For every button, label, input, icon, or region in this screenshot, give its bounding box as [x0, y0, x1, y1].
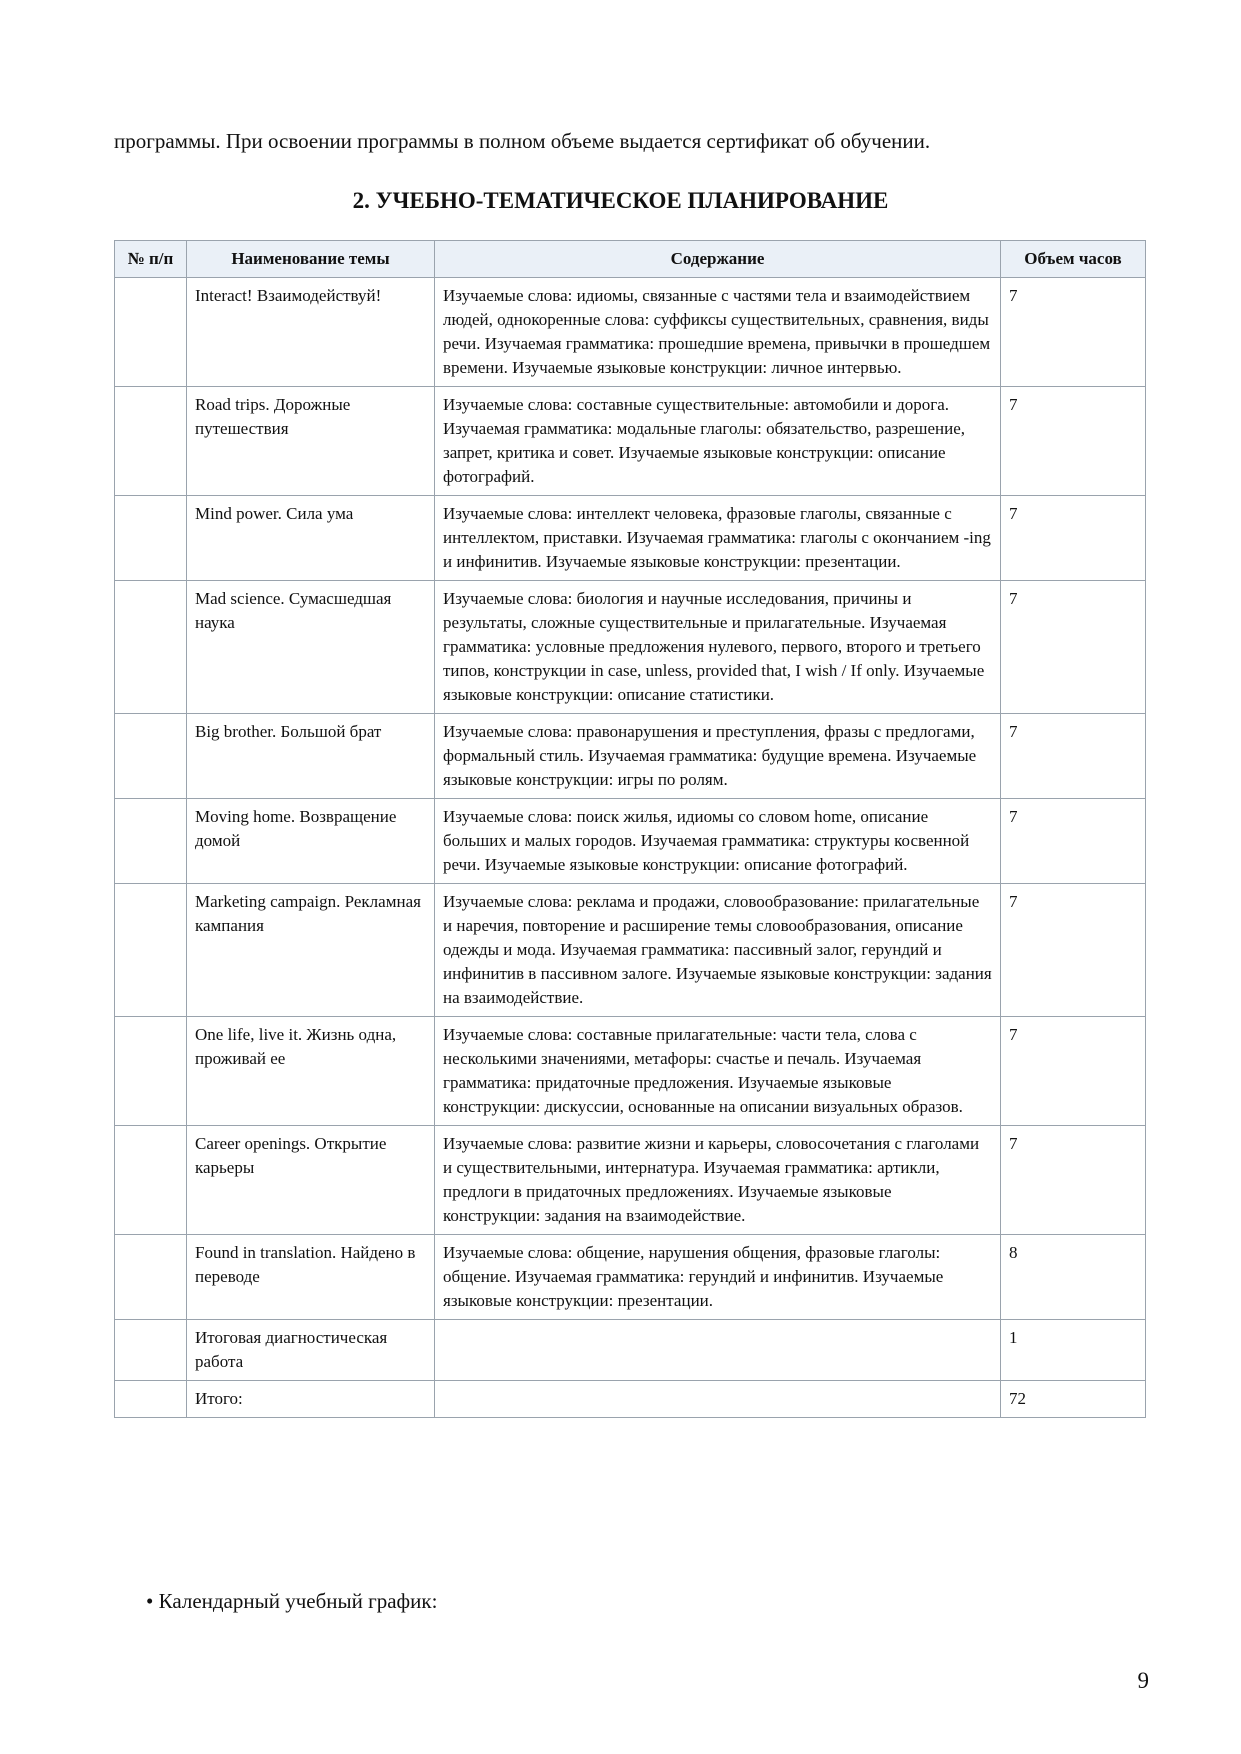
row-hours: 8	[1001, 1235, 1146, 1320]
row-hours: 7	[1001, 799, 1146, 884]
row-hours: 7	[1001, 278, 1146, 387]
table-row	[115, 884, 1146, 1017]
row-hours: 7	[1001, 714, 1146, 799]
row-topic: Found in translation. Найдено в переводе	[187, 1235, 435, 1320]
row-content	[435, 1381, 1001, 1418]
row-number	[115, 387, 187, 496]
table-row	[115, 799, 1146, 884]
row-topic: Итоговая диагностическая работа	[187, 1320, 435, 1381]
row-number	[115, 1320, 187, 1381]
table-row	[115, 1320, 1146, 1381]
row-hours: 7	[1001, 1126, 1146, 1235]
table-row	[115, 278, 1146, 387]
row-content: Изучаемые слова: общение, нарушения общения, фразовые глаголы: общение. Изучаемая грамматика: герундий и инфинитив. Изучаемые языковые конструкции: презентации.	[435, 1235, 1001, 1320]
table-row	[115, 1017, 1146, 1126]
table-header-row	[115, 241, 1146, 278]
section-title: 2. УЧЕБНО-ТЕМАТИЧЕСКОЕ ПЛАНИРОВАНИЕ	[352, 188, 889, 213]
row-number	[115, 278, 187, 387]
row-content: Изучаемые слова: правонарушения и преступления, фразы с предлогами, формальный стиль. Изучаемая грамматика: будущие времена. Изучаемые языковые конструкции: игры по ролям.	[435, 714, 1001, 799]
row-number	[115, 1235, 187, 1320]
row-hours: 1	[1001, 1320, 1146, 1381]
page-number: 9	[1137, 1668, 1149, 1693]
table-row	[115, 1126, 1146, 1235]
header-hours: Объем часов	[1001, 241, 1146, 278]
row-topic: One life, live it. Жизнь одна, проживай ее	[187, 1017, 435, 1126]
row-content: Изучаемые слова: составные прилагательные: части тела, слова с несколькими значениями, метафоры: счастье и печаль. Изучаемая грамматика: придаточные предложения. Изучаемые языковые конструкции: дискуссии, основанные на описании визуальных образов.	[435, 1017, 1001, 1126]
row-hours: 7	[1001, 496, 1146, 581]
table-row	[115, 496, 1146, 581]
row-content: Изучаемые слова: поиск жилья, идиомы со словом home, описание больших и малых городов. Изучаемая грамматика: структуры косвенной речи. Изучаемые языковые конструкции: описание фотографий.	[435, 799, 1001, 884]
row-topic: Career openings. Открытие карьеры	[187, 1126, 435, 1235]
header-content: Содержание	[435, 241, 1001, 278]
row-topic: Big brother. Большой брат	[187, 714, 435, 799]
row-number	[115, 1126, 187, 1235]
row-content: Изучаемые слова: реклама и продажи, словообразование: прилагательные и наречия, повторение и расширение темы словообразования, описание одежды и мода. Изучаемая грамматика: пассивный залог, герундий и инфинитив в пассивном залоге. Изучаемые языковые конструкции: задания на взаимодействие.	[435, 884, 1001, 1017]
row-topic: Mad science. Сумасшедшая наука	[187, 581, 435, 714]
row-content	[435, 1320, 1001, 1381]
row-topic: Итого:	[187, 1381, 435, 1418]
intro-paragraph: программы. При освоении программы в полном объеме выдается сертификат об обучении.	[114, 129, 931, 153]
row-hours: 7	[1001, 1017, 1146, 1126]
row-hours: 72	[1001, 1381, 1146, 1418]
table-row	[115, 581, 1146, 714]
row-content: Изучаемые слова: идиомы, связанные с частями тела и взаимодействием людей, однокоренные слова: суффиксы существительных, сравнения, виды речи. Изучаемая грамматика: прошедшие времена, привычки в прошедшем времени. Изучаемые языковые конструкции: личное интервью.	[435, 278, 1001, 387]
row-number	[115, 714, 187, 799]
row-topic: Mind power. Сила ума	[187, 496, 435, 581]
row-topic: Moving home. Возвращение домой	[187, 799, 435, 884]
header-topic: Наименование темы	[187, 241, 435, 278]
row-topic: Road trips. Дорожные путешествия	[187, 387, 435, 496]
row-number	[115, 1381, 187, 1418]
thematic-plan-table	[114, 240, 1146, 1418]
table-row	[115, 387, 1146, 496]
table-row	[115, 714, 1146, 799]
row-content: Изучаемые слова: интеллект человека, фразовые глаголы, связанные с интеллектом, приставки. Изучаемая грамматика: глаголы с окончанием -ing и инфинитив. Изучаемые языковые конструкции: презентации.	[435, 496, 1001, 581]
row-number	[115, 799, 187, 884]
row-topic: Marketing campaign. Рекламная кампания	[187, 884, 435, 1017]
header-number: № п/п	[115, 241, 187, 278]
table-row	[115, 1235, 1146, 1320]
table-row-total	[115, 1381, 1146, 1418]
row-hours: 7	[1001, 884, 1146, 1017]
calendar-schedule-bullet: • Календарный учебный график:	[146, 1589, 438, 1613]
row-content: Изучаемые слова: биология и научные исследования, причины и результаты, сложные существительные и прилагательные. Изучаемая грамматика: условные предложения нулевого, первого, второго и третьего типов, конструкции in case, unless, provided that, I wish / If only. Изучаемые языковые конструкции: описание статистики.	[435, 581, 1001, 714]
row-topic: Interact! Взаимодействуй!	[187, 278, 435, 387]
row-number	[115, 496, 187, 581]
row-hours: 7	[1001, 581, 1146, 714]
row-number	[115, 581, 187, 714]
row-hours: 7	[1001, 387, 1146, 496]
row-number	[115, 1017, 187, 1126]
row-number	[115, 884, 187, 1017]
row-content: Изучаемые слова: составные существительные: автомобили и дорога. Изучаемая грамматика: модальные глаголы: обязательство, разрешение, запрет, критика и совет. Изучаемые языковые конструкции: описание фотографий.	[435, 387, 1001, 496]
row-content: Изучаемые слова: развитие жизни и карьеры, словосочетания с глаголами и существительными, интернатура. Изучаемая грамматика: артикли, предлоги в придаточных предложениях. Изучаемые языковые конструкции: задания на взаимодействие.	[435, 1126, 1001, 1235]
